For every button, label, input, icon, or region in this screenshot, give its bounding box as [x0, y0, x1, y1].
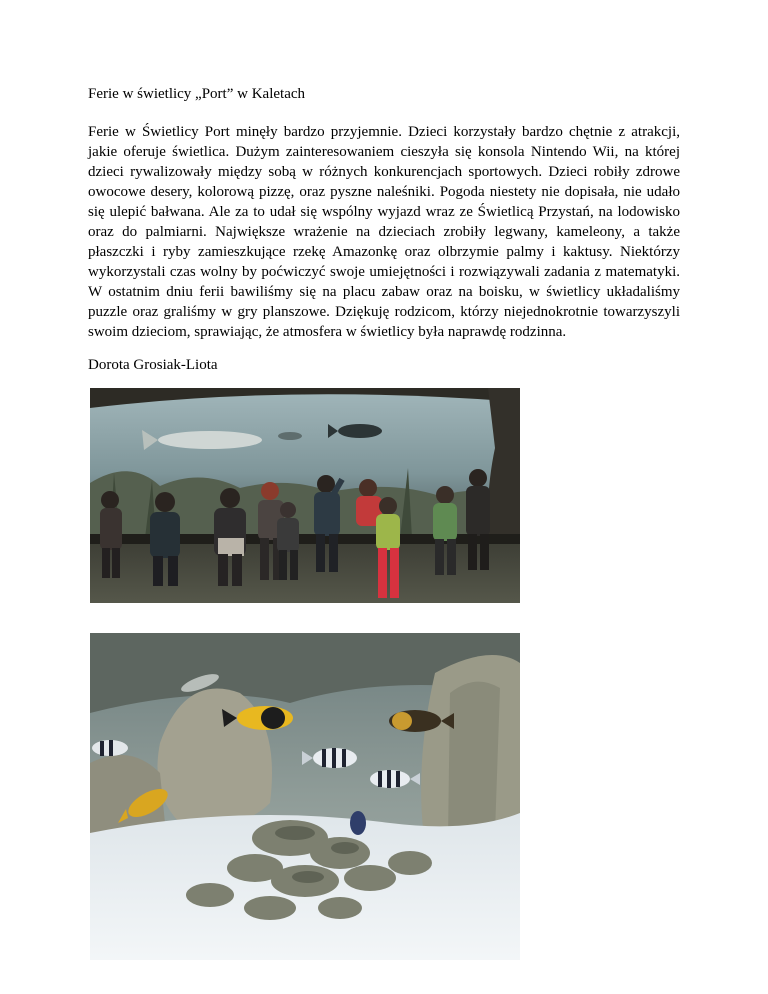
- document-author: Dorota Grosiak-Liota: [88, 357, 218, 373]
- aquarium-fish-photo: [90, 633, 520, 960]
- aquarium-children-photo: [90, 388, 520, 603]
- document-title: Ferie w świetlicy „Port” w Kaletach: [88, 86, 306, 102]
- document-body: Ferie w Świetlicy Port minęły bardzo przyjemnie. Dzieci korzystały bardzo chętnie z atrakcji, jakie oferuje świetlica. Dużym zainteresowaniem cieszyła się konsola Nintendo Wii, na której dzieci rywalizowały między sobą w różnych konkurencjach sportowych. Dzieci robiły zdrowe owocowe desery, kolorową pizzę, oraz pyszne naleśniki. Pogoda niestety nie dopisała, nie udało się ulepić bałwana. Ale za to udał się wspólny wyjazd wraz ze Świetlicą Przystań, na lodowisko oraz do palmiarni. Największe wrażenie na dzieciach zrobiły legwany, kameleony, a także płaszczki i ryby zamieszkujące rzekę Amazonkę oraz olbrzymie palmy i kaktusy. Niektórzy wykorzystali czas wolny by poćwiczyć swoje umiejętności i rozwiązywali zadania z matematyki. W ostatnim dniu ferii bawiliśmy się na placu zabaw oraz na boisku, w świetlicy układaliśmy puzzle oraz graliśmy w gry planszowe. Dziękuję rodzicom, którzy niejednokrotnie towarzyszyli swoim dzieciom, sprawiając, że atmosfera w świetlicy była naprawdę rodzinna.: [88, 124, 680, 340]
